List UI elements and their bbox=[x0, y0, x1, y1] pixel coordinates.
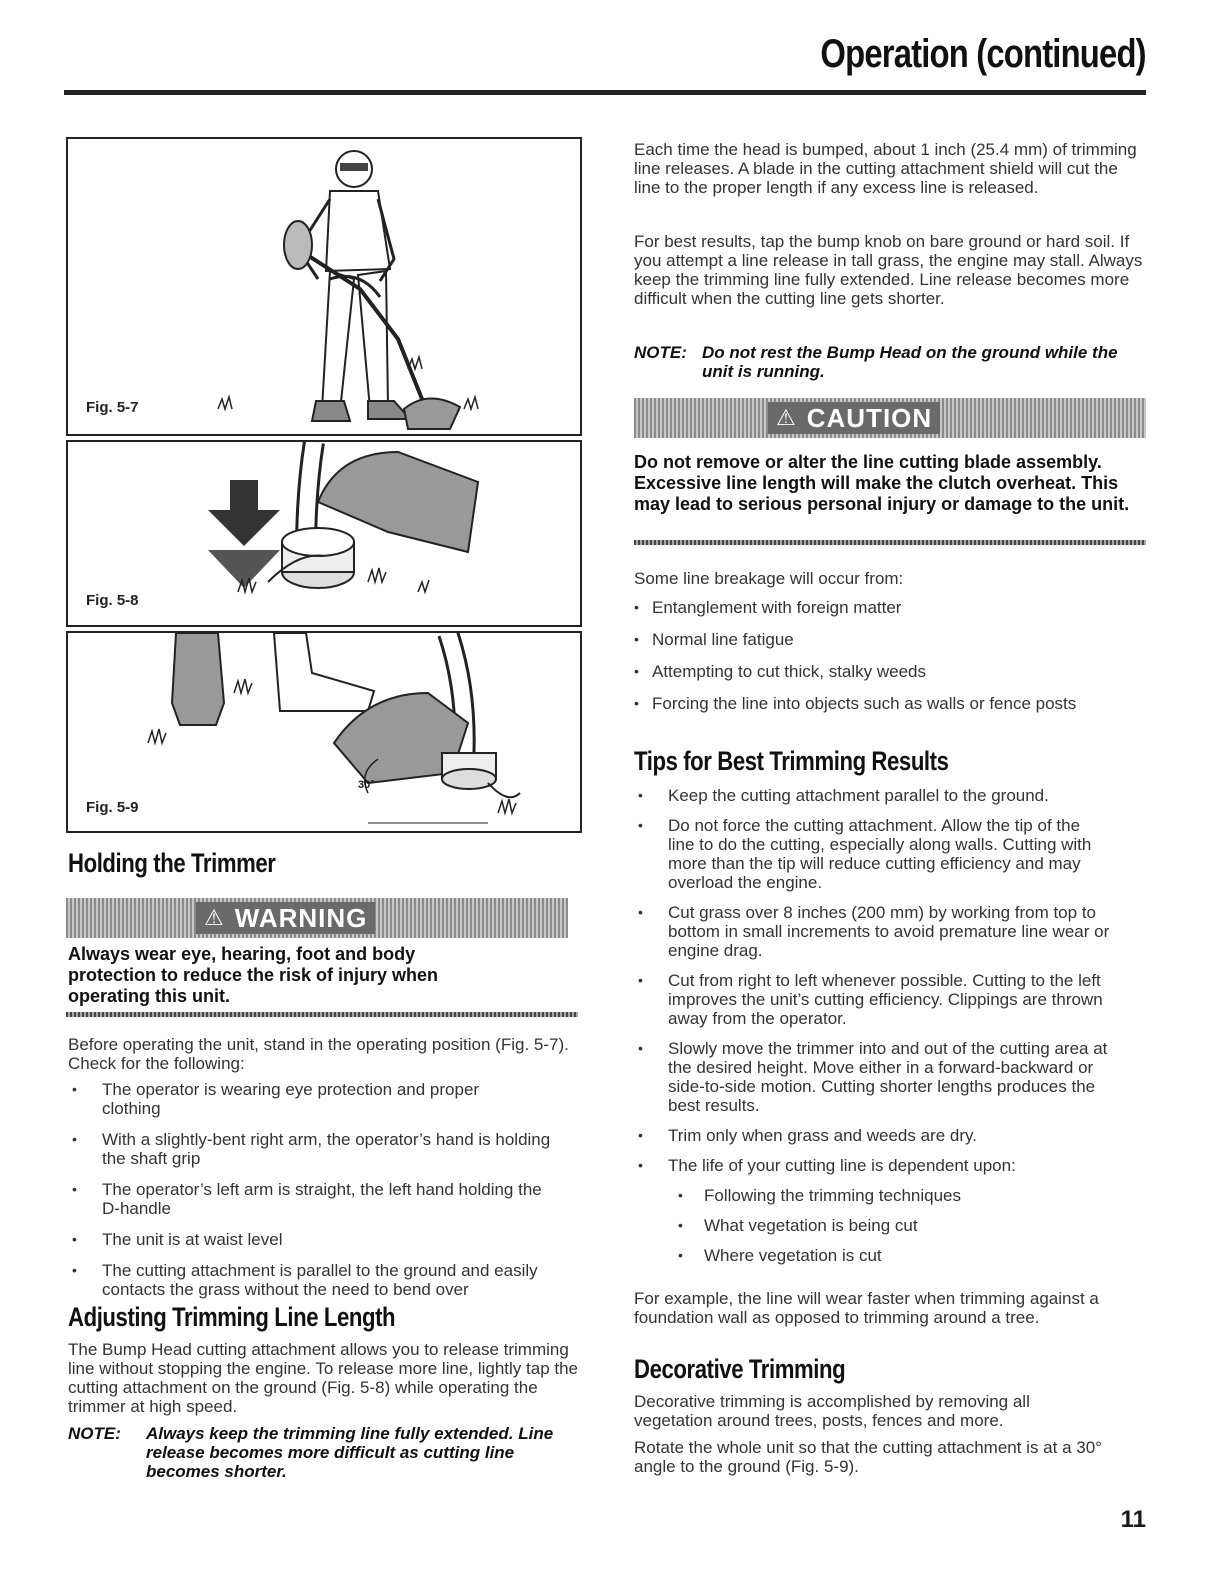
right-note bbox=[634, 343, 1134, 381]
section-heading-tips: Tips for Best Trimming Results bbox=[634, 746, 949, 776]
adjusting-note bbox=[68, 1424, 568, 1481]
section-heading-holding: Holding the Trimmer bbox=[68, 848, 276, 878]
header-rule bbox=[64, 90, 1146, 95]
figure-5-8 bbox=[66, 440, 582, 627]
list-item: • Slowly move the trimmer into and out of the cutting area at the desired height. Move either in a forward-backward or side-to-side motion. Cutting shorter lengths produces the best results. bbox=[634, 1039, 1118, 1115]
sub-list-item: • Following the trimming techniques bbox=[670, 1186, 1146, 1205]
caution-label: CAUTION bbox=[806, 402, 933, 433]
angle-label: 30° bbox=[358, 779, 375, 791]
list-item: • Forcing the line into objects such as walls or fence posts bbox=[630, 694, 1132, 713]
list-item: • Cut grass over 8 inches (200 mm) by working from top to bottom in small increments to avoid premature line wear or engine drag. bbox=[634, 903, 1118, 960]
section-heading-adjusting: Adjusting Trimming Line Length bbox=[68, 1302, 396, 1332]
list-item: • The operator is wearing eye protection and proper clothing bbox=[68, 1080, 542, 1118]
caution-text: Do not remove or alter the line cutting blade assembly. Excessive line length will make the clutch overheat. This may lead to serious personal injury or damage to the unit. bbox=[634, 452, 1130, 514]
warning-text: Always wear eye, hearing, foot and body protection to reduce the risk of injury when operating this unit. bbox=[68, 944, 439, 1006]
section-heading-decorative: Decorative Trimming bbox=[634, 1354, 846, 1384]
caution-banner bbox=[634, 398, 1146, 438]
list-item: • The unit is at waist level bbox=[68, 1230, 578, 1249]
adjusting-body: The Bump Head cutting attachment allows you to release trimming line without stopping the engine. To release more line, lightly tap the cutting attachment on the ground (Fig. 5-8) while operating the trimmer at high speed. bbox=[68, 1340, 579, 1416]
list-item: • Normal line fatigue bbox=[630, 630, 1130, 649]
caution-rule bbox=[634, 540, 1146, 545]
list-item: • Cut from right to left whenever possible. Cutting to the left improves the unit’s cutting efficiency. Clippings are thrown away from the operator. bbox=[634, 971, 1118, 1028]
figure-5-9 bbox=[66, 631, 582, 833]
tips-list bbox=[634, 786, 1146, 1265]
list-item: • Keep the cutting attachment parallel to the ground. bbox=[634, 786, 1146, 805]
warning-icon: ⚠ bbox=[776, 405, 797, 430]
warning-icon: ⚠ bbox=[204, 905, 225, 930]
tips-example: For example, the line will wear faster when trimming against a foundation wall as opposed to trimming around a tree. bbox=[634, 1289, 1099, 1327]
angled-trimming-illustration bbox=[68, 633, 580, 831]
decorative-para-1: Decorative trimming is accomplished by removing all vegetation around trees, posts, fences and more. bbox=[634, 1392, 1030, 1430]
note-text: Do not rest the Bump Head on the ground while the unit is running. bbox=[702, 343, 1118, 381]
right-para-2: For best results, tap the bump knob on bare ground or hard soil. If you attempt a line release in tall grass, the engine may stall. Always keep the trimming line fully extended. Line release becomes more difficult when the cutting line gets shorter. bbox=[634, 232, 1143, 308]
figure-label: Fig. 5-9 bbox=[86, 799, 139, 816]
note-label: NOTE: bbox=[68, 1424, 121, 1443]
list-item: • With a slightly-bent right arm, the operator’s hand is holding the shaft grip bbox=[68, 1130, 572, 1168]
note-label: NOTE: bbox=[634, 343, 687, 362]
sub-list-item: • Where vegetation is cut bbox=[670, 1246, 1146, 1265]
list-item: • The life of your cutting line is dependent upon: bbox=[634, 1156, 1146, 1175]
bump-head-illustration bbox=[68, 442, 580, 625]
list-item: • Attempting to cut thick, stalky weeds bbox=[630, 662, 1130, 681]
sub-list-item: • What vegetation is being cut bbox=[670, 1216, 1146, 1235]
figure-label: Fig. 5-8 bbox=[86, 592, 139, 609]
list-item: • Trim only when grass and weeds are dry. bbox=[634, 1126, 1146, 1145]
list-item: • The operator’s left arm is straight, the left hand holding the D-handle bbox=[68, 1180, 542, 1218]
list-item: • The cutting attachment is parallel to the ground and easily contacts the grass without the need to bend over bbox=[68, 1261, 572, 1299]
list-item: • Entanglement with foreign matter bbox=[630, 598, 1130, 617]
breakage-intro: Some line breakage will occur from: bbox=[634, 569, 904, 588]
note-text: Always keep the trimming line fully extended. Line release becomes more difficult as cutting line becomes shorter. bbox=[146, 1424, 554, 1481]
warning-rule bbox=[66, 1012, 578, 1017]
breakage-list bbox=[630, 598, 1130, 713]
holding-checklist bbox=[68, 1080, 578, 1299]
holding-intro: Before operating the unit, stand in the operating position (Fig. 5-7). Check for the following: bbox=[68, 1035, 569, 1073]
figure-label: Fig. 5-7 bbox=[86, 399, 139, 416]
warning-label: WARNING bbox=[234, 902, 368, 933]
decorative-para-2: Rotate the whole unit so that the cutting attachment is at a 30° angle to the ground (Fig. 5-9). bbox=[634, 1438, 1102, 1476]
list-item: • Do not force the cutting attachment. Allow the tip of the line to do the cutting, especially along walls. Cutting with more than the tip will reduce cutting efficiency and may overload the engine. bbox=[634, 816, 1108, 892]
right-para-1: Each time the head is bumped, about 1 inch (25.4 mm) of trimming line releases. A blade in the cutting attachment shield will cut the line to the proper length if any excess line is released. bbox=[634, 140, 1137, 197]
page-number: 11 bbox=[1120, 1506, 1146, 1533]
page-title: Operation (continued) bbox=[820, 32, 1146, 76]
figure-5-7 bbox=[66, 137, 582, 436]
warning-banner bbox=[66, 898, 568, 938]
operator-illustration bbox=[68, 139, 580, 434]
